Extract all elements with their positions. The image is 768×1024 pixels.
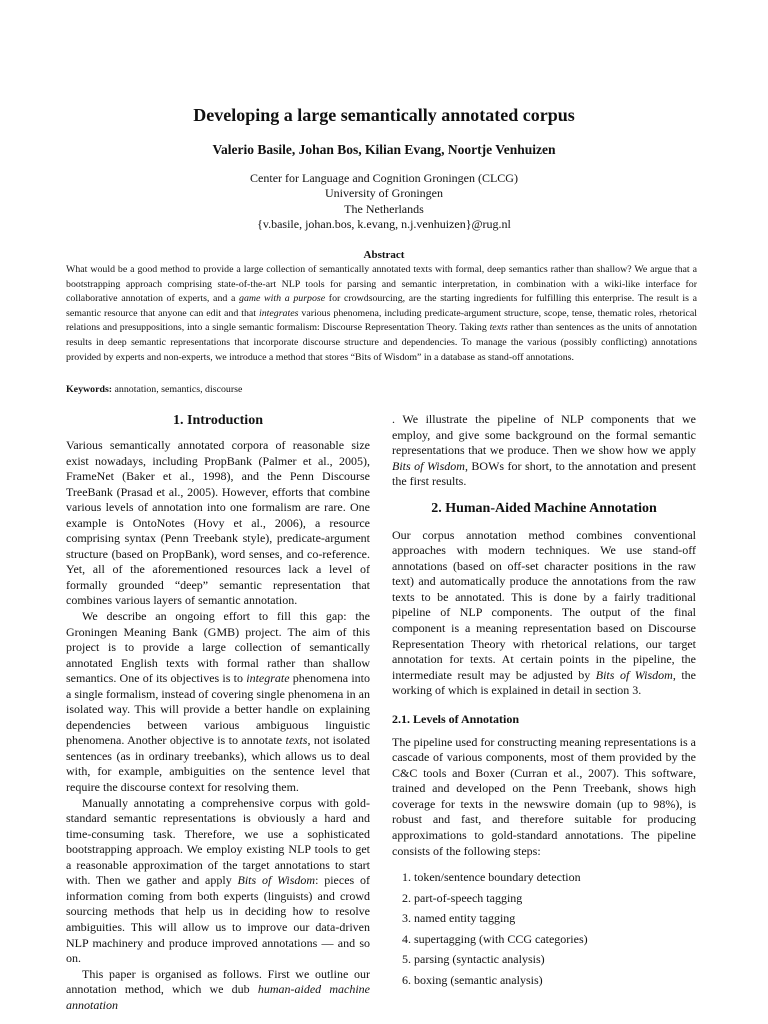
section-heading-human-aided: 2. Human-Aided Machine Annotation (431, 500, 657, 516)
text-run: Manually annotating a comprehensive corpus with gold-standard semantic representations is obviously a hard and time-consuming task. Therefore, we use a sophisticated bootstrapping approach. We employ existing NLP tools to get a reasonable approximation of the target annotations to start with. Then we gather and apply (66, 795, 370, 888)
abstract-part: for crowdsourcing, are the starting ingredients for fulfilling this enterprise. The result is a semantic resource that anyone can edit and that (66, 293, 697, 319)
abstract-emphasis: integrates (258, 307, 299, 319)
text-run: , not isolated sentences (as in ordinary treebanks), which allows us to deal with, for example, ambiguities on the sentence level that require the discourse context for resolving them. (66, 733, 370, 795)
intro-paragraph-4-continued (392, 412, 696, 490)
list-item: 4. supertagging (with CCG categories) (402, 931, 588, 946)
section2-paragraph-1 (392, 528, 696, 699)
pipeline-steps-list (402, 870, 696, 988)
list-item: 6. boxing (semantic analysis) (402, 972, 543, 987)
text-run: . We illustrate the pipeline of NLP components that we employ, and give some background on the formal semantic representations that we produce. Then we show how we apply (392, 412, 696, 458)
paper-title: Developing a large semantically annotated corpus (193, 105, 575, 125)
subsection-heading-levels: 2.1. Levels of Annotation (392, 711, 520, 726)
intro-paragraph-4 (66, 967, 370, 1014)
right-column (392, 412, 696, 993)
abstract-heading: Abstract (363, 249, 405, 261)
text-run: , BOWs for short, to the annotation and present the first results. (392, 458, 696, 489)
subsection-paragraph-1: The pipeline used for constructing meaning representations is a cascade of various components, most of them provided by the C&C tools and Boxer (Curran et al., 2007). This software, trained and developed on the Penn Treebank, shows high coverage for texts in the newswire domain (up to 98%), is robust and fast, and therefore suitable for producing approximations to gold-standard annotations. The pipeline consists of the following steps: (392, 734, 696, 858)
intro-paragraph-1: Various semantically annotated corpora of reasonable size exist nowadays, including PropBank (Palmer et al., 2005), FrameNet (Baker et al., 1998), and the Penn Discourse TreeBank (Prasad et al., 2005). However, efforts that combine various levels of annotation into one formalism are rare. One example is OntoNotes (Hovy et al., 2006), a resource comprising syntax (Penn Treebank style), predicate-argument structure (based on PropBank), word senses, and co-reference. Yet, all of the aforementioned resources lack a level of formally grounded “deep” semantic representation that combines various layers of semantic annotation. (66, 438, 370, 608)
affiliation-center: Center for Language and Cognition Groningen (CLCG) (250, 171, 518, 185)
emphasis: texts (285, 733, 308, 748)
abstract-part: various phenomena, including predicate-argument structure, scope, tense, thematic roles, rhetorical relations and presuppositions, into a single semantic formalism: Discourse Representation Theory. Taking (66, 307, 697, 334)
list-item: 1. token/sentence boundary detection (402, 870, 581, 885)
text-run: phenomena into a single formalism, instead of covering single phenomena in an isolated way. This will provide a better handle on explaining dependencies between various ambiguous linguistic phenomena. Another objective is to annotate (66, 671, 370, 748)
emphasis: integrate (246, 671, 290, 686)
list-item: 2. part-of-speech tagging (402, 890, 523, 905)
text-run: We describe an ongoing effort to fill this gap: the Groningen Meaning Bank (GMB) project. The aim of this project is to provide a large collection of semantically annotated English texts with formal rather than shallow semantics. One of its objectives is to (66, 609, 370, 686)
text-run: : pieces of information coming from both experts (linguists) and crowd sourcing methods that help us in deciding how to resolve ambiguities. This will allow us to improve our data-driven NLP machinery and produce improved annotations — and so on. (66, 873, 370, 966)
keywords-list: annotation, semantics, discourse (112, 384, 243, 395)
affiliation-country: The Netherlands (344, 201, 424, 216)
author-list: Valerio Basile, Johan Bos, Kilian Evang, Noortje Venhuizen (212, 142, 556, 157)
left-column (66, 412, 370, 1013)
abstract-part: rather than sentences as the units of annotation results in deep semantic representations that incorporate discourse structure and dependencies. To manage the various (possibly conflicting) annotations provided by experts and non-experts, we introduce a method that stores “Bits of Wisdom” in a database as stand-off annotations. (66, 322, 697, 363)
affiliation-block (0, 171, 768, 232)
intro-paragraph-2 (66, 609, 370, 796)
section-heading-introduction: 1. Introduction (173, 413, 263, 428)
keywords-line (66, 383, 697, 397)
emphasis: Bits of Wisdom (392, 458, 465, 473)
text-run: , the working of which is explained in detail in section 3. (392, 667, 696, 698)
abstract-part: What would be a good method to provide a large collection of semantically annotated texts with formal, deep semantics rather than shallow? We argue that a bootstrapping approach comprising state-of-the-art NLP tools for parsing and semantic interpretation, in combination with a wiki-like interface for collaborative annotation of experts, and a (66, 264, 697, 305)
keywords-label: Keywords: (66, 384, 113, 395)
abstract-text (66, 263, 697, 365)
abstract-emphasis: texts (489, 322, 508, 334)
emphasis: human-aided machine annotation (66, 982, 370, 1012)
list-item: 3. named entity tagging (402, 911, 516, 926)
author-emails: {v.basile, johan.bos, k.evang, n.j.venhuizen}@rug.nl (257, 216, 511, 231)
intro-paragraph-3 (66, 796, 370, 967)
affiliation-university: University of Groningen (325, 186, 443, 201)
text-run: Our corpus annotation method combines conventional approaches with modern techniques. We use stand-off annotations (based on off-set character positions in the raw text) and automatically produce the annotations from the raw texts to be annotated. This is done by a fairly traditional pipeline of NLP components. The output of the final component is a meaning representation based on Discourse Representation Theory with rhetorical relations, our target annotation for texts. At certain points in the pipeline, the intermediate result may be adjusted by (392, 527, 696, 682)
emphasis: Bits of Wisdom (237, 873, 316, 888)
abstract-emphasis: game with a purpose (239, 293, 326, 305)
text-run: This paper is organised as follows. First we outline our annotation method, which we dub (66, 966, 370, 997)
emphasis: Bits of Wisdom (595, 667, 673, 682)
list-item: 5. parsing (syntactic analysis) (402, 952, 545, 967)
